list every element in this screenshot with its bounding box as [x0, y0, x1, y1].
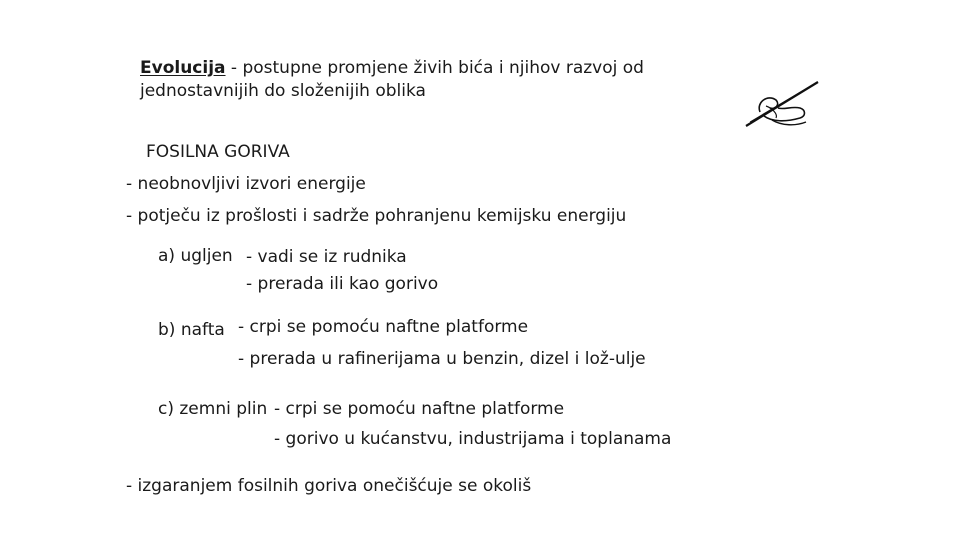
definition-line-2: jednostavnijih do složenijih oblika — [140, 81, 426, 101]
closing-statement: - izgaranjem fosilnih goriva onečišćuje se okoliš — [126, 476, 532, 496]
writing-hand-icon — [742, 78, 822, 130]
bullet-2: - potječu iz prošlosti i sadrže pohranjenu kemijsku energiju — [126, 206, 627, 226]
definition-line-1 — [140, 60, 644, 77]
item-gas-point-2: - gorivo u kućanstvu, industrijama i toplanama — [274, 429, 672, 449]
item-oil-point-2: - prerada u rafinerijama u benzin, dizel i lož-ulje — [238, 349, 646, 369]
definition-term: Evolucija — [140, 58, 226, 78]
item-coal-label: a) ugljen — [158, 246, 233, 266]
item-coal-point-2: - prerada ili kao gorivo — [246, 274, 439, 294]
item-oil-point-1: - crpi se pomoću naftne platforme — [238, 317, 529, 337]
definition-text: - postupne promjene živih bića i njihov razvoj od — [225, 58, 644, 78]
item-coal-point-1: - vadi se iz rudnika — [246, 247, 407, 267]
section-title: FOSILNA GORIVA — [146, 142, 290, 162]
item-gas-point-1: - crpi se pomoću naftne platforme — [274, 399, 565, 419]
bullet-1: - neobnovljivi izvori energije — [126, 174, 366, 194]
item-oil-label: b) nafta — [158, 320, 225, 340]
item-gas-label: c) zemni plin — [158, 399, 268, 419]
